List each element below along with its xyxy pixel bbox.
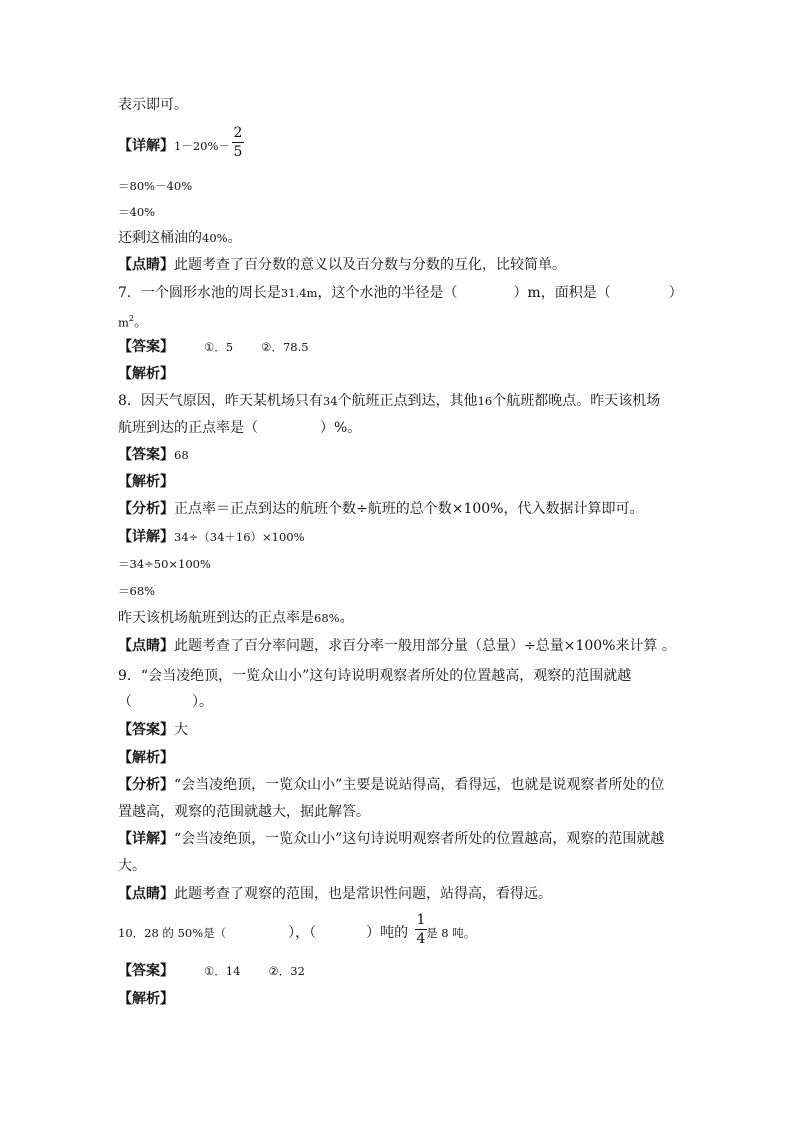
question-8-line2: 航班到达的正点率是（ ）%。 (118, 420, 362, 436)
answer-line: 【答案】大 (118, 722, 188, 738)
question-9-line2: （ ）。 (118, 694, 213, 710)
analysis-detail-tag: 【分析】 (118, 501, 174, 517)
answer-line: 【答案】 ①．14 ②．32 (118, 963, 305, 979)
detail-line (118, 137, 230, 155)
analysis-line (118, 990, 174, 1008)
question-10: 10．28 的 50%是（ ），（ ）吨的 是 8 吨。 (118, 925, 476, 941)
question-8: 8．因天气原因，昨天某机场只有34个航班正点到达，其他16个航班都晚点。昨天该机场 (118, 393, 661, 409)
comment-line: 【点睛】此题考查了百分数的意义以及百分数与分数的互化，比较简单。 (118, 257, 566, 273)
answer-line: 【答案】 ①．5 ②．78.5 (118, 339, 309, 355)
fraction-denominator: 4 (416, 931, 426, 947)
comment-line: 【点睛】此题考查了观察的范围，也是常识性问题，站得高，看得远。 (118, 886, 552, 902)
fraction-numerator: 1 (416, 912, 426, 928)
question-9: 9．“会当凌绝顶，一览众山小”这句诗说明观察者所处的位置越高，观察的范围就越 (118, 668, 632, 684)
answer-line: 【答案】68 (118, 447, 189, 463)
text-line: 表示即可。 (118, 97, 188, 113)
analysis-detail: 【分析】“会当凌绝顶，一览众山小”主要是说站得高，看得远，也就是说观察者所处的位 (118, 777, 665, 793)
calc-line: ＝68% (118, 584, 156, 598)
expression: 1－20%－ (174, 139, 230, 153)
detail-line2: 大。 (118, 858, 146, 874)
comment-tag: 【点睛】 (118, 886, 174, 902)
answer-tag: 【答案】 (118, 447, 174, 463)
fraction-bar (232, 142, 244, 143)
analysis-line (118, 365, 174, 383)
fraction-denominator: 5 (233, 144, 243, 160)
detail-line: 【详解】“会当凌绝顶，一览众山小”这句诗说明观察者所处的位置越高，观察的范围就越 (118, 831, 665, 847)
conclusion-line: 还剩这桶油的40%。 (118, 230, 242, 246)
analysis-detail: 【分析】正点率＝正点到达的航班个数÷航班的总个数×100%，代入数据计算即可。 (118, 501, 644, 517)
detail-line: 【详解】34÷（34＋16）×100% (118, 529, 305, 545)
detail-tag: 【详解】 (118, 529, 174, 545)
answer-tag: 【答案】 (118, 722, 174, 738)
analysis-line (118, 749, 174, 767)
analysis-detail-tag: 【分析】 (118, 777, 174, 793)
calc-line: ＝80%－40% (118, 179, 193, 193)
analysis-tag: 【解析】 (118, 474, 174, 490)
fraction-numerator: 2 (233, 125, 243, 141)
conclusion-line: 昨天该机场航班到达的正点率是68%。 (118, 610, 354, 626)
analysis-line (118, 473, 174, 491)
calc-line: ＝40% (118, 205, 156, 219)
analysis-tag: 【解析】 (118, 750, 174, 766)
calc-line: ＝34÷50×100% (118, 557, 211, 571)
comment-line: 【点睛】此题考查了百分率问题，求百分率一般用部分量（总量）÷总量×100%来计算 。 (118, 638, 676, 654)
question-7-unit: $m^2$。 (118, 314, 148, 331)
analysis-detail-line2: 置越高，观察的范围就越大，据此解答。 (118, 804, 370, 820)
answer-tag: 【答案】 (118, 963, 174, 979)
detail-tag: 【详解】 (118, 831, 174, 847)
question-7: 7．一个圆形水池的周长是31.4m，这个水池的半径是（ ）m，面积是（ ） (118, 285, 683, 301)
comment-tag: 【点睛】 (118, 638, 174, 654)
analysis-tag: 【解析】 (118, 991, 174, 1007)
comment-tag: 【点睛】 (118, 257, 174, 273)
analysis-tag: 【解析】 (118, 366, 174, 382)
answer-tag: 【答案】 (118, 339, 174, 355)
fraction (415, 912, 427, 947)
fraction (232, 125, 244, 160)
fraction-bar (415, 929, 427, 930)
detail-tag: 【详解】 (118, 138, 174, 154)
